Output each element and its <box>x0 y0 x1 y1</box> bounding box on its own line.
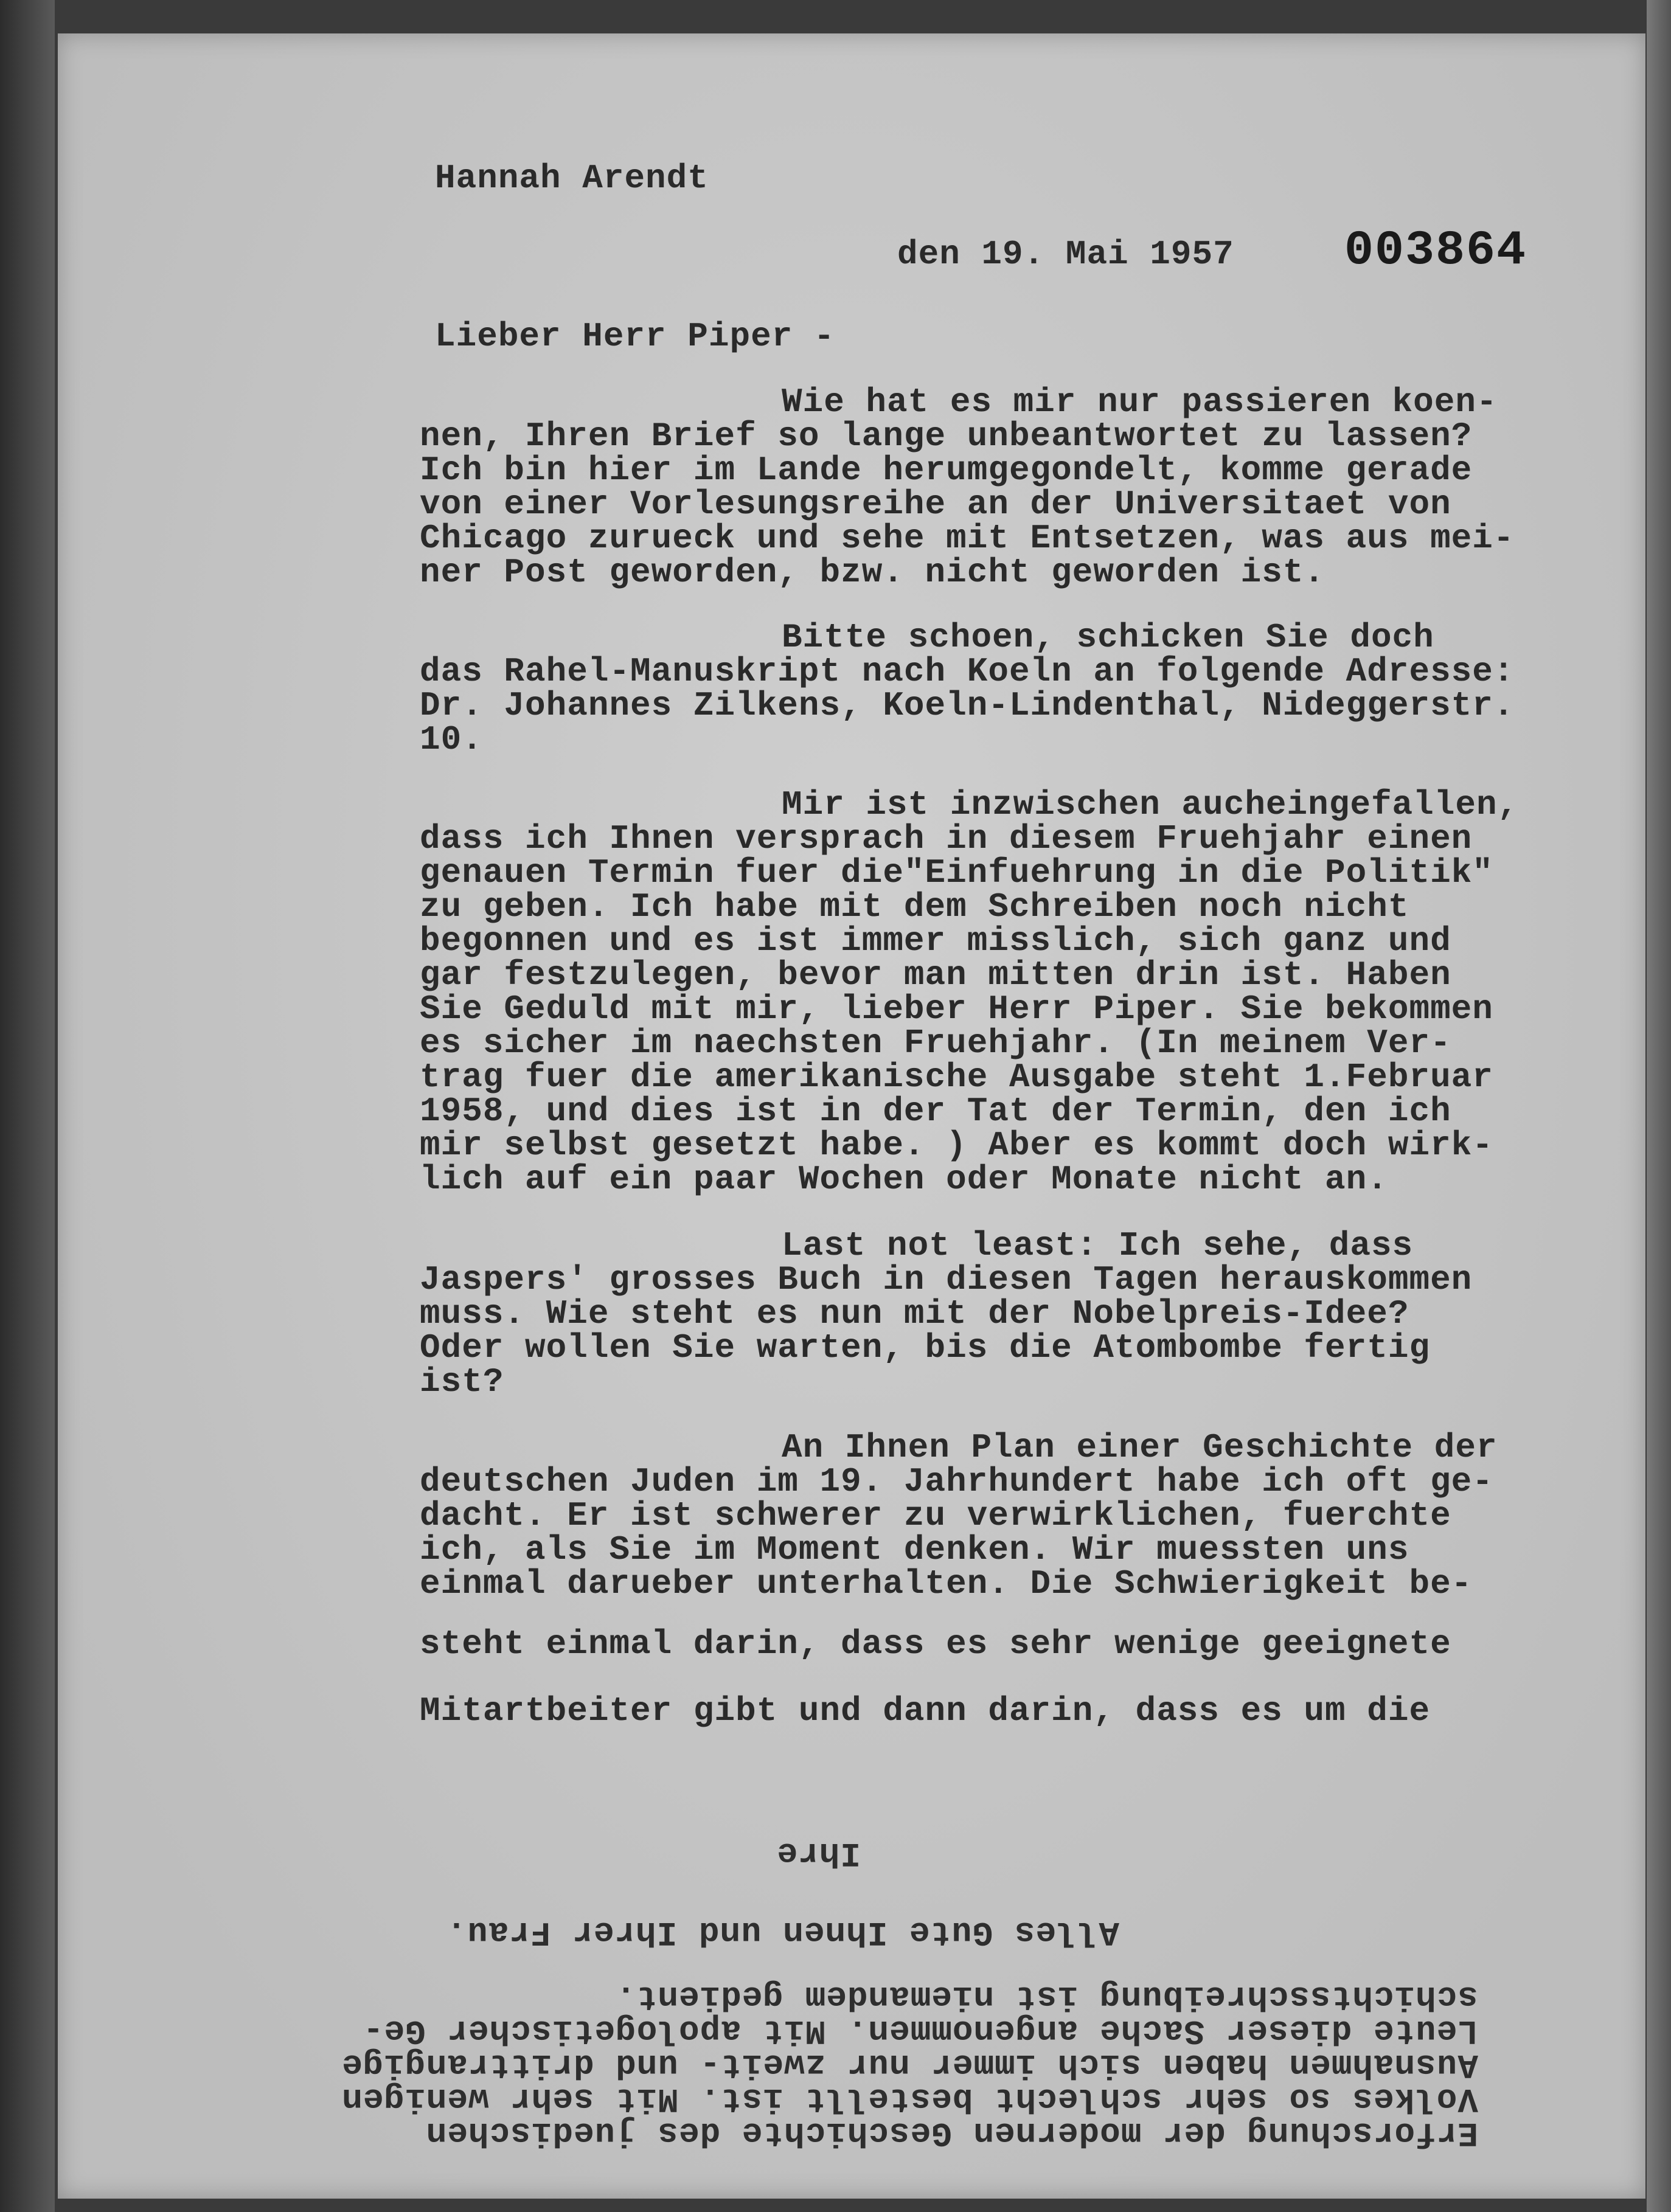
document-number: 003864 <box>1344 223 1527 279</box>
body-line: nen, Ihren Brief so lange unbeantwortet zu lassen? <box>420 417 1473 456</box>
body-line: Wie hat es mir nur passieren koen- <box>782 383 1498 421</box>
body-line: Sie Geduld mit mir, lieber Herr Piper. Sie bekommen <box>420 990 1493 1028</box>
body-line: Mitartbeiter gibt und dann darin, dass es um die <box>420 1691 1431 1730</box>
inverted-line: Volkes so sehr schlecht bestellt ist. Mit sehr wenigen <box>341 2079 1478 2118</box>
inverted-closing: Alles Gute Ihnen und Ihrer Frau. <box>445 1913 1119 1952</box>
body-line: das Rahel-Manuskript nach Koeln an folgende Adresse: <box>420 652 1515 691</box>
sender-name: Hannah Arendt <box>435 159 709 198</box>
body-line: von einer Vorlesungsreihe an der Universitaet von <box>420 485 1451 524</box>
body-line: mir selbst gesetzt habe. ) Aber es kommt doch wirk- <box>420 1126 1493 1165</box>
body-line: trag fuer die amerikanische Ausgabe steht 1.Februar <box>420 1058 1493 1097</box>
letter-page <box>58 33 1645 2199</box>
body-line: ich, als Sie im Moment denken. Wir muessten uns <box>420 1530 1409 1569</box>
body-line: Last not least: Ich sehe, dass <box>782 1226 1414 1265</box>
film-border-left <box>0 0 55 2212</box>
body-line: zu geben. Ich habe mit dem Schreiben noch nicht <box>420 887 1409 926</box>
body-line: muss. Wie steht es nun mit der Nobelpreis-Idee? <box>420 1294 1409 1333</box>
inverted-continuation <box>341 1615 1478 2152</box>
body-line: Mir ist inzwischen aucheingefallen, <box>782 785 1519 824</box>
body-line: begonnen und es ist immer misslich, sich ganz und <box>420 921 1451 960</box>
letter-date: den 19. Mai 1957 <box>897 235 1234 274</box>
inverted-line: Erforschung der modernen Geschichte des juedischen <box>425 2113 1478 2152</box>
body-line: ner Post geworden, bzw. nicht geworden ist. <box>420 553 1325 592</box>
body-line: Chicago zurueck und sehe mit Entsetzen, was aus mei- <box>420 519 1515 558</box>
body-line: Bitte schoen, schicken Sie doch <box>782 618 1434 657</box>
body-line: dass ich Ihnen versprach in diesem Fruehjahr einen <box>420 819 1473 858</box>
body-line: dacht. Er ist schwerer zu verwirklichen, fuerchte <box>420 1496 1451 1535</box>
body-line: An Ihnen Plan einer Geschichte der <box>782 1428 1498 1467</box>
body-line: steht einmal darin, dass es sehr wenige geeignete <box>420 1624 1451 1663</box>
body-line: lich auf ein paar Wochen oder Monate nicht an. <box>420 1160 1388 1199</box>
body-line: 10. <box>420 720 483 759</box>
salutation: Lieber Herr Piper - <box>435 317 835 356</box>
body-line: Ich bin hier im Lande herumgegondelt, komme gerade <box>420 451 1473 490</box>
body-line: 1958, und dies ist in der Tat der Termin, den ich <box>420 1092 1451 1131</box>
inverted-line: schichtsschreibung ist niemandem gedient. <box>615 1977 1478 2016</box>
inverted-signoff: Ihre <box>776 1834 861 1873</box>
body-line: Oder wollen Sie warten, bis die Atombombe fertig <box>420 1328 1431 1367</box>
inverted-line: Leute dieser Sache angenommen. Mit apologetischer Ge- <box>362 2011 1478 2050</box>
body-line: Dr. Johannes Zilkens, Koeln-Lindenthal, Nideggerstr. <box>420 686 1515 725</box>
body-line: Jaspers' grosses Buch in diesen Tagen herauskommen <box>420 1260 1473 1299</box>
body-line: gar festzulegen, bevor man mitten drin ist. Haben <box>420 955 1451 994</box>
body-line: einmal darueber unterhalten. Die Schwierigkeit be- <box>420 1564 1473 1603</box>
film-border-right <box>1647 0 1671 2212</box>
body-line: genauen Termin fuer die"Einfuehrung in die Politik" <box>420 853 1493 892</box>
body-line: ist? <box>420 1362 504 1401</box>
body-line: deutschen Juden im 19. Jahrhundert habe ich oft ge- <box>420 1462 1493 1501</box>
inverted-line: Ausnahmen haben sich immer nur zweit- und drittrangige <box>341 2045 1478 2084</box>
body-line: es sicher im naechsten Fruehjahr. (In meinem Ver- <box>420 1024 1451 1063</box>
